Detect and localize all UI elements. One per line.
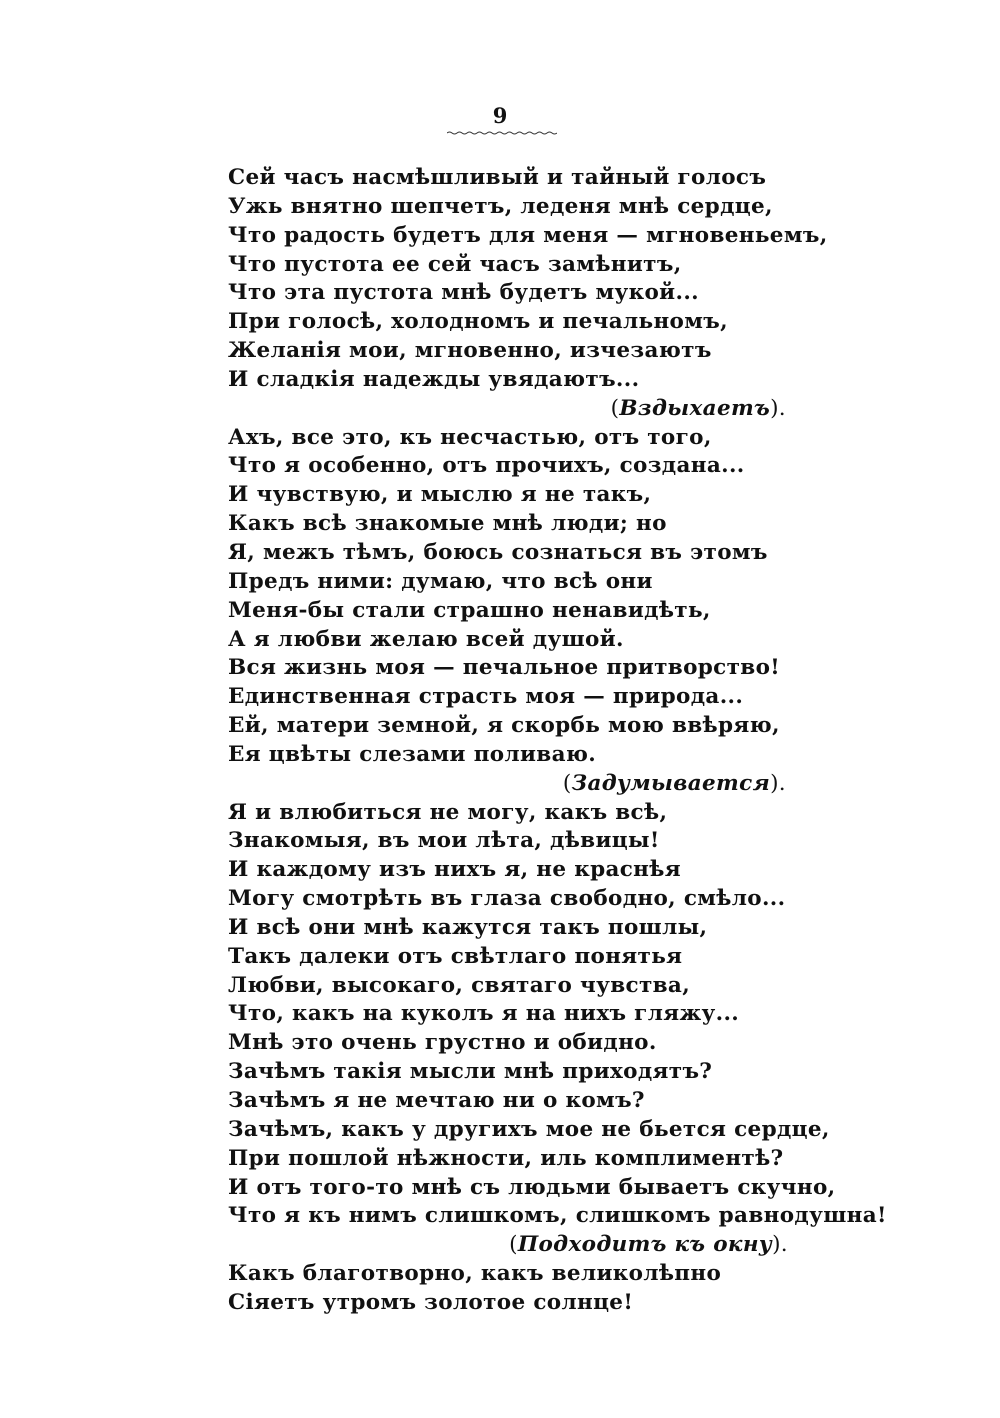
verse-line: Меня-бы стали страшно ненавидѣть,: [228, 597, 711, 623]
verse-line: А я любви желаю всей душой.: [228, 626, 624, 652]
stage-direction: (Задумывается).: [562, 770, 786, 796]
verse-line: Ахъ, все это, къ несчастью, отъ того,: [228, 424, 712, 450]
verse-line: Вся жизнь моя — печальное притворство!: [228, 655, 781, 681]
stage-direction-text: Подходитъ къ окну: [517, 1232, 773, 1258]
verse-line: И всѣ они мнѣ кажутся такъ пошлы,: [228, 914, 708, 940]
verse-line: Могу смотрѣть въ глаза свободно, смѣло...: [228, 886, 786, 912]
verse-line: Я, межъ тѣмъ, боюсь сознаться въ этомъ: [228, 539, 768, 565]
verse-text: [228, 164, 887, 1318]
stage-direction: (Подходитъ къ окну).: [509, 1232, 788, 1258]
verse-line: Я и влюбиться не могу, какъ всѣ,: [228, 799, 668, 825]
verse-line: Такъ далеки отъ свѣтлаго понятья: [228, 943, 683, 969]
verse-line: Сей часъ насмѣшливый и тайный голосъ: [228, 165, 767, 190]
verse-line: Какъ благотворно, какъ великолѣпно: [228, 1261, 722, 1287]
verse-line: Что, какъ на куколъ я на нихъ гляжу...: [228, 1001, 740, 1027]
verse-line: Что эта пустота мнѣ будетъ мукой...: [228, 280, 699, 306]
verse-line: Что я особенно, отъ прочихъ, создана...: [228, 453, 745, 479]
verse-line: Ея цвѣты слезами поливаю.: [228, 741, 597, 767]
stage-direction-text: Задумывается: [571, 770, 771, 796]
verse-line: И каждому изъ нихъ я, не краснѣя: [228, 857, 681, 883]
verse-line: И отъ того-то мнѣ съ людьми бываетъ скучно,: [228, 1174, 836, 1200]
page-number: 9: [492, 103, 508, 128]
verse-line: Единственная страсть моя — природа...: [228, 684, 744, 710]
verse-line: Что радость будетъ для меня — мгновеньемъ,: [228, 222, 828, 248]
verse-line: Желанія мои, мгновенно, изчезаютъ: [228, 338, 712, 364]
verse-line: При пошлой нѣжности, иль комплиментѣ?: [228, 1145, 784, 1171]
verse-line: И чувствую, и мыслю я не такъ,: [228, 482, 652, 508]
verse-line: Ужь внятно шепчетъ, леденя мнѣ сердце,: [228, 193, 773, 219]
stage-direction-text: Вздыхаетъ: [619, 395, 771, 421]
verse-line: Мнѣ это очень грустно и обидно.: [228, 1030, 657, 1056]
verse-line: Любви, высокаго, святаго чувства,: [228, 972, 691, 998]
verse-line: Зачѣмъ я не мечтаю ни о комъ?: [228, 1088, 645, 1113]
verse-line: Ей, матери земной, я скорбь мою ввѣряю,: [228, 713, 780, 739]
verse-line: Сіяетъ утромъ золотое солнце!: [228, 1289, 634, 1315]
decorative-rule: [447, 131, 557, 135]
verse-line: Что я къ нимъ слишкомъ, слишкомъ равнодушна!: [228, 1203, 887, 1229]
verse-line: Знакомыя, въ мои лѣта, дѣвицы!: [228, 828, 660, 854]
verse-line: Предъ ними: думаю, что всѣ они: [228, 568, 653, 594]
verse-line: И сладкія надежды увядаютъ...: [228, 366, 640, 392]
verse-line: Зачѣмъ такія мысли мнѣ приходятъ?: [228, 1059, 713, 1085]
stage-direction: (Вздыхаетъ).: [610, 395, 786, 421]
verse-line: Что пустота ее сей часъ замѣнитъ,: [228, 251, 682, 277]
verse-line: При голосѣ, холодномъ и печальномъ,: [228, 309, 728, 335]
verse-line: Зачѣмъ, какъ у другихъ мое не бьется сердце,: [228, 1116, 830, 1142]
verse-line: Какъ всѣ знакомые мнѣ люди; но: [228, 511, 667, 537]
